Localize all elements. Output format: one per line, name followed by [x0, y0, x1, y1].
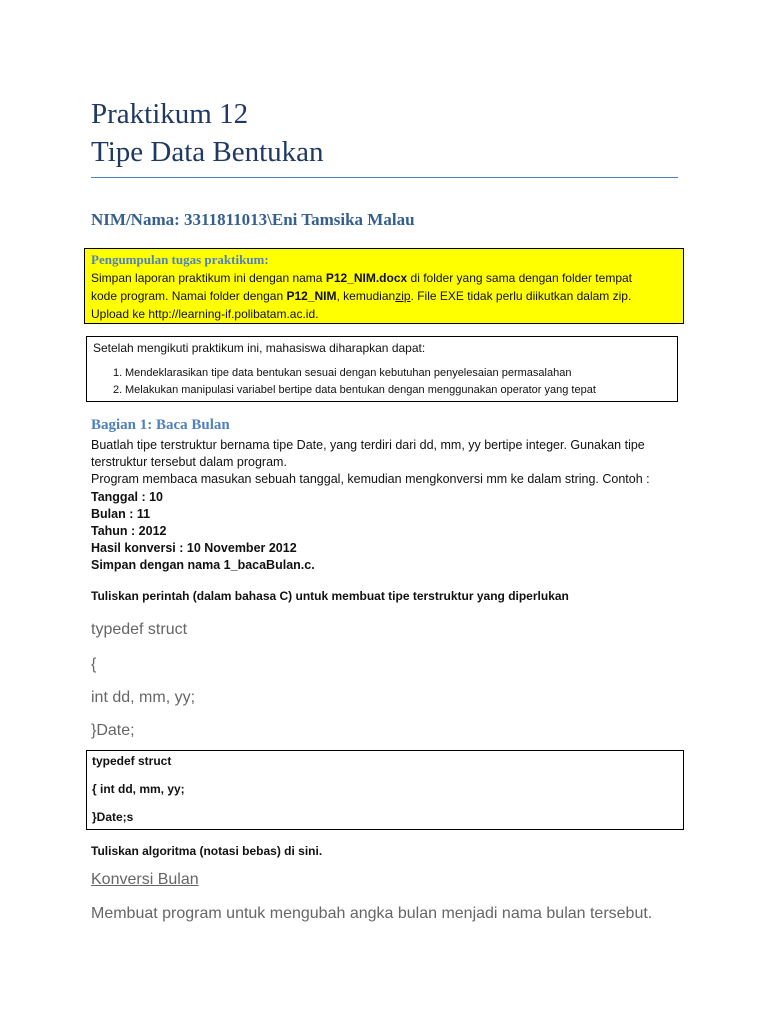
title-line-1: Praktikum 12	[91, 98, 249, 130]
section-heading: Bagian 1: Baca Bulan	[91, 417, 230, 433]
goal-text: Mendeklarasikan tipe data bentukan sesuai dengan kebutuhan penyelesaian permasalahan	[125, 367, 572, 379]
notice-text: , kemudian	[336, 289, 396, 303]
notice-heading: Pengumpulan tugas praktikum:	[91, 252, 269, 267]
section-body	[91, 437, 681, 575]
notice-text: di folder yang sama dengan folder tempat	[407, 271, 632, 285]
paragraph-line: terstruktur tersebut dalam program.	[91, 455, 287, 470]
algorithm-title: Konversi Bulan	[91, 871, 199, 888]
answer-code-box	[86, 750, 684, 830]
notice-text: . File EXE tidak perlu diikutkan dalam zip.	[410, 289, 632, 303]
code-line: typedef struct	[91, 621, 188, 638]
goal-number: 2.	[113, 384, 123, 396]
goals-heading: Setelah mengikuti praktikum ini, mahasiswa diharapkan dapat:	[93, 341, 426, 355]
notice-filename: P12_NIM.docx	[325, 271, 408, 285]
example-line: Simpan dengan nama 1_bacaBulan.c.	[91, 558, 315, 573]
code-line: }Date;	[91, 722, 135, 739]
notice-text: kode program. Namai folder dengan	[91, 289, 287, 303]
learning-goals-box	[86, 336, 678, 402]
page-title	[91, 95, 324, 171]
goal-item	[93, 382, 671, 399]
goal-item	[93, 365, 671, 382]
submission-notice-box	[84, 248, 684, 324]
nim-nama-heading: NIM/Nama: 3311811013\Eni Tamsika Malau	[91, 210, 415, 229]
goal-text: Melakukan manipulasi variabel bertipe data bentukan dengan menggunakan operator yang tepat	[125, 384, 596, 396]
notice-line-2	[91, 287, 677, 305]
notice-line-1	[91, 269, 677, 287]
example-line: Bulan : 11	[91, 506, 151, 521]
answer-code-line: typedef struct	[92, 754, 172, 768]
notice-line-3: Upload ke http://learning-if.polibatam.ac.id.	[91, 307, 319, 321]
algorithm-description: Membuat program untuk mengubah angka bulan menjadi nama bulan tersebut.	[91, 905, 653, 922]
instruction-algorithm: Tuliskan algoritma (notasi bebas) di sini.	[91, 844, 323, 858]
example-line: Tahun : 2012	[91, 524, 167, 539]
goals-list	[93, 365, 671, 399]
example-line: Tanggal : 10	[91, 489, 164, 504]
notice-folder-name: P12_NIM	[286, 289, 337, 303]
answer-code-line: }Date;s	[92, 810, 134, 824]
example-line: Hasil konversi : 10 November 2012	[91, 541, 297, 556]
paragraph-line: Buatlah tipe terstruktur bernama tipe Date, yang terdiri dari dd, mm, yy bertipe integer. Gunakan tipe	[91, 438, 645, 452]
notice-text: Simpan laporan praktikum ini dengan nama	[91, 271, 326, 285]
code-line: int dd, mm, yy;	[91, 689, 196, 706]
title-divider	[91, 177, 678, 178]
notice-zip: zip	[395, 289, 411, 303]
title-line-2: Tipe Data Bentukan	[91, 136, 324, 168]
paragraph-line: Program membaca masukan sebuah tanggal, kemudian mengkonversi mm ke dalam string. Contoh :	[91, 472, 650, 487]
code-line: {	[91, 656, 97, 673]
instruction-code: Tuliskan perintah (dalam bahasa C) untuk membuat tipe terstruktur yang diperlukan	[91, 589, 569, 603]
goal-number: 1.	[113, 367, 123, 379]
answer-code-line: { int dd, mm, yy;	[92, 782, 185, 796]
